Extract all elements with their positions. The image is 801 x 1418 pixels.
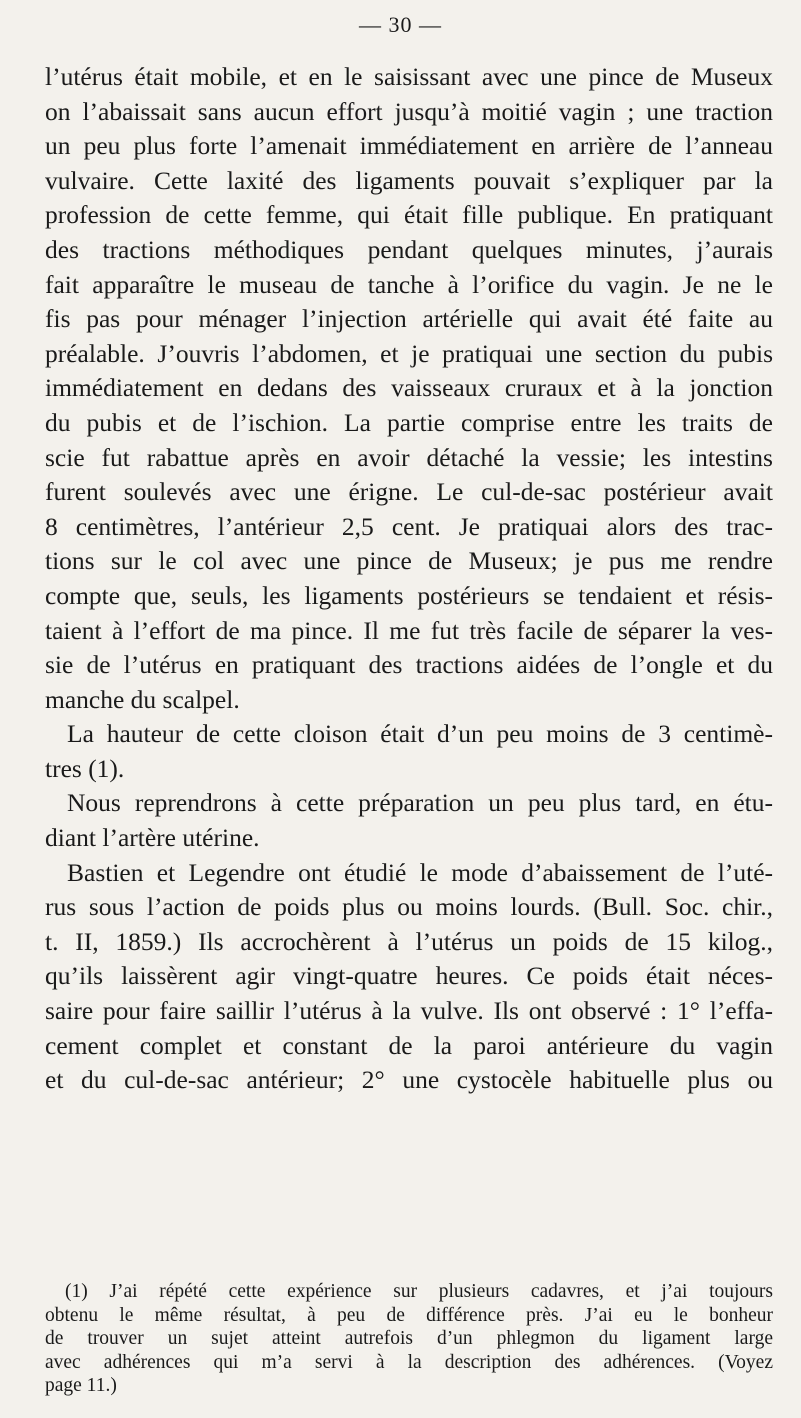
text-line: t. II, 1859.) Ils accrochèrent à l’utérus un poids de 15 kilog., (45, 926, 773, 956)
footnote-line: obtenu le même résultat, à peu de différence près. J’ai eu le bonheur (45, 1304, 773, 1326)
text-line: immédiatement en dedans des vaisseaux cruraux et à la jonction (45, 373, 773, 403)
text-line: on l’abaissait sans aucun effort jusqu’à moitié vagin ; une traction (45, 96, 773, 126)
text-line: 8 centimètres, l’antérieur 2,5 cent. Je pratiquai alors des trac- (45, 511, 773, 541)
text-line: rus sous l’action de poids plus ou moins lourds. (Bull. Soc. chir., (45, 892, 773, 922)
text-line: des tractions méthodiques pendant quelques minutes, j’aurais (45, 234, 773, 264)
text-line: saire pour faire saillir l’utérus à la vulve. Ils ont observé : 1° l’effa- (45, 996, 773, 1026)
footnote-line: de trouver un sujet atteint autrefois d’un phlegmon du ligament large (45, 1328, 773, 1350)
text-line: vulvaire. Cette laxité des ligaments pouvait s’expliquer par la (45, 165, 773, 195)
text-line: diant l’artère utérine. (45, 823, 260, 853)
text-line: furent soulevés avec une érigne. Le cul-de-sac postérieur avait (45, 477, 773, 507)
footnote-line: avec adhérences qui m’a servi à la description des adhérences. (Voyez (45, 1351, 773, 1373)
footnote (45, 1280, 773, 1398)
text-line: Nous reprendrons à cette préparation un peu plus tard, en étu- (67, 788, 773, 818)
page-number: — 30 — (359, 12, 442, 37)
text-line: tions sur le col avec une pince de Museux; je pus me rendre (45, 546, 773, 576)
footnote-line: page 11.) (45, 1375, 117, 1397)
text-line: sie de l’utérus en pratiquant des tractions aidées de l’ongle et du (45, 650, 773, 680)
text-line: La hauteur de cette cloison était d’un peu moins de 3 centimè- (67, 719, 773, 749)
text-line: et du cul-de-sac antérieur; 2° une cystocèle habituelle plus ou (45, 1065, 773, 1095)
text-line: taient à l’effort de ma pince. Il me fut très facile de séparer la ves- (45, 615, 773, 645)
footnote-line: (1) J’ai répété cette expérience sur plusieurs cadavres, et j’ai toujours (65, 1281, 773, 1302)
text-line: préalable. J’ouvris l’abdomen, et je pratiquai une section du pubis (45, 338, 773, 368)
text-line: qu’ils laissèrent agir vingt-quatre heures. Ce poids était néces- (45, 961, 773, 991)
text-line: scie fut rabattue après en avoir détaché la vessie; les intestins (45, 442, 773, 472)
text-line: fis pas pour ménager l’injection artérielle qui avait été faite au (45, 304, 773, 334)
text-line: Bastien et Legendre ont étudié le mode d’abaissement de l’uté- (67, 857, 773, 887)
text-line: l’utérus était mobile, et en le saisissant avec une pince de Museux (45, 62, 773, 91)
body-text (45, 60, 773, 1098)
text-line: un peu plus forte l’amenait immédiatement en arrière de l’anneau (45, 131, 773, 161)
text-line: cement complet et constant de la paroi antérieure du vagin (45, 1030, 773, 1060)
text-line: compte que, seuls, les ligaments postérieurs se tendaient et résis- (45, 580, 773, 610)
text-line: profession de cette femme, qui était fille publique. En pratiquant (45, 200, 773, 230)
text-line: du pubis et de l’ischion. La partie comprise entre les traits de (45, 407, 773, 437)
text-line: manche du scalpel. (45, 684, 240, 714)
text-line: fait apparaître le museau de tanche à l’orifice du vagin. Je ne le (45, 269, 773, 299)
text-line: tres (1). (45, 753, 125, 783)
